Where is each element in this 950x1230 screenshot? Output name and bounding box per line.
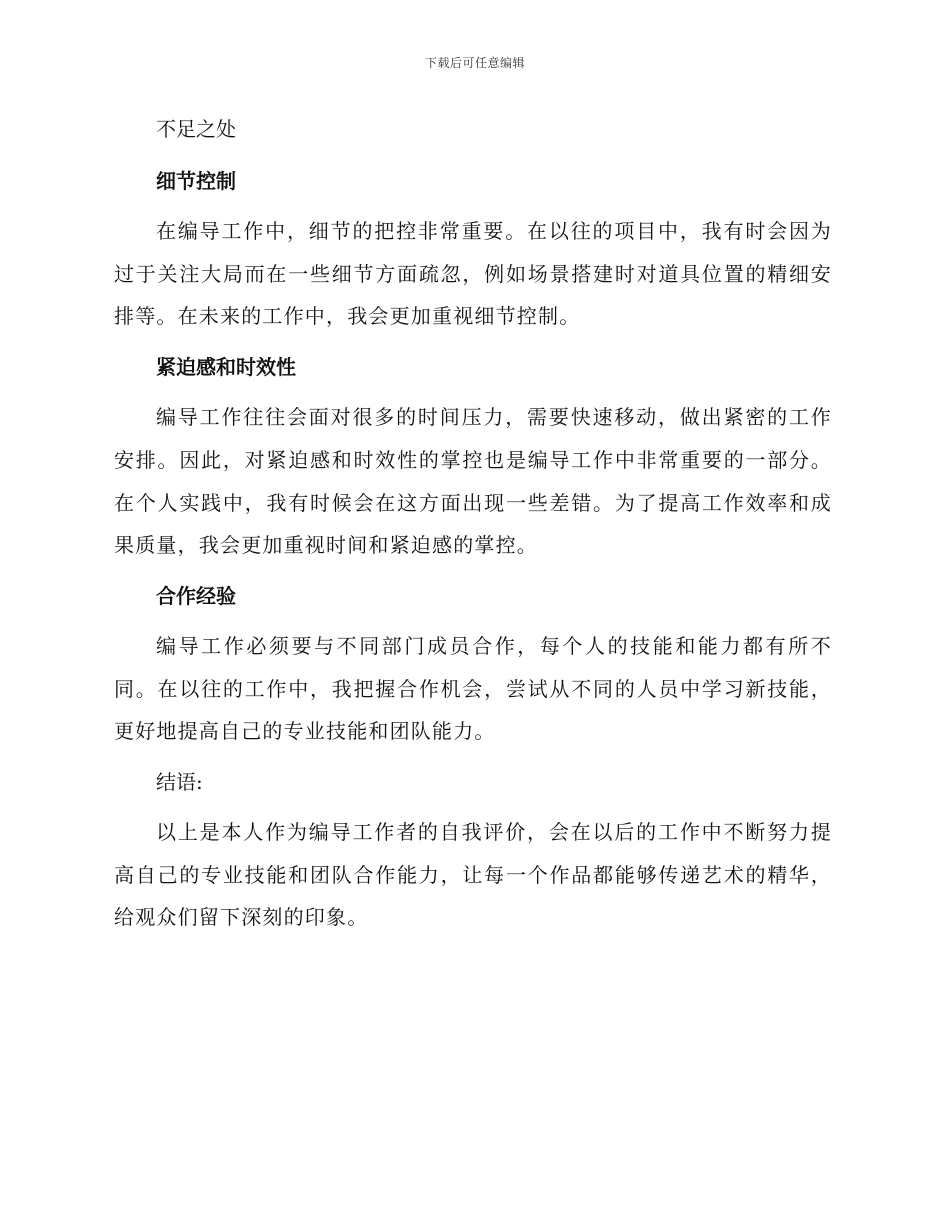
section-title-shortcomings: 不足之处 xyxy=(156,117,236,141)
page-header: 下载后可任意编辑 xyxy=(424,56,525,70)
section-title-urgency: 紧迫感和时效性 xyxy=(156,355,296,380)
document-body xyxy=(114,108,832,939)
section-title-cooperation: 合作经验 xyxy=(156,583,236,608)
paragraph-conclusion: 以上是本人作为编导工作者的自我评价，会在以后的工作中不断努力提高自己的专业技能和团队合作能力，让每一个作品都能够传递艺术的精华，给观众们留下深刻的印象。 xyxy=(114,820,832,930)
paragraph-urgency: 编导工作往往会面对很多的时间压力，需要快速移动，做出紧密的工作安排。因此，对紧迫感和时效性的掌控也是编导工作中非常重要的一部分。在个人实践中，我有时候会在这方面出现一些差错。为了提高工作效率和成果质量，我会更加重视时间和紧迫感的掌控。 xyxy=(114,405,832,558)
section-title-conclusion: 结语: xyxy=(156,770,203,795)
section-title-detail-control: 细节控制 xyxy=(156,169,236,193)
paragraph-detail-control: 在编导工作中，细节的把控非常重要。在以往的项目中，我有时会因为过于关注大局而在一些细节方面疏忽，例如场景搭建时对道具位置的精细安排等。在未来的工作中，我会更加重视细节控制。 xyxy=(114,219,832,329)
paragraph-cooperation: 编导工作必须要与不同部门成员合作，每个人的技能和能力都有所不同。在以往的工作中，我把握合作机会，尝试从不同的人员中学习新技能，更好地提高自己的专业技能和团队能力。 xyxy=(114,633,832,744)
